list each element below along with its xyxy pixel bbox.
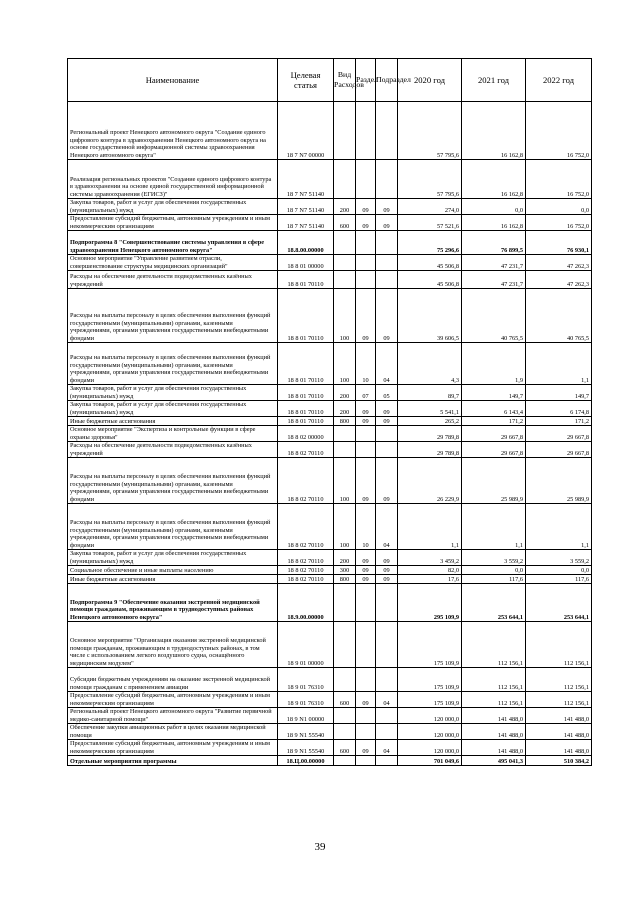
row-subsection: 09 [376, 566, 398, 575]
row-subsection: 09 [376, 401, 398, 417]
row-2022: 149,7 [526, 385, 592, 401]
row-2022: 16 752,0 [526, 215, 592, 231]
row-target: 18.8.00.00000 [278, 231, 334, 255]
row-section: 09 [356, 692, 376, 708]
row-subsection: 09 [376, 550, 398, 566]
table-row [68, 255, 592, 271]
row-2020: 274,0 [398, 199, 462, 215]
row-name: Расходы на обеспечение деятельности подведомственных казённых учреждений [68, 442, 278, 458]
row-section: 10 [356, 504, 376, 550]
row-target: 18 7 N7 51140 [278, 160, 334, 199]
row-expense-type: 800 [334, 575, 356, 584]
row-expense-type [334, 708, 356, 724]
row-subsection [376, 160, 398, 199]
row-2020: 57 795,6 [398, 102, 462, 160]
row-2021: 117,6 [462, 575, 526, 584]
row-name: Подпрограмма 8 "Совершенствование системы управления в сфере здравоохранения Ненецкого автономного округа" [68, 231, 278, 255]
row-subsection [376, 668, 398, 692]
row-2021: 29 667,8 [462, 426, 526, 442]
row-subsection [376, 255, 398, 271]
row-2021: 1,1 [462, 504, 526, 550]
row-2020: 120 000,0 [398, 708, 462, 724]
row-name: Расходы на выплаты персоналу в целях обеспечения выполнения функций государственными (муниципальными) органами, казенными учреждениями, органами управления государственными внебюджетными фондами [68, 343, 278, 385]
row-name: Обеспечение закупки авиационных работ в целях оказания медицинской помощи [68, 724, 278, 740]
table-row [68, 504, 592, 550]
budget-table-container [67, 58, 591, 766]
row-2022: 141 488,0 [526, 740, 592, 756]
row-target: 18 8 01 00000 [278, 255, 334, 271]
row-expense-type [334, 724, 356, 740]
row-section [356, 442, 376, 458]
row-2021: 16 162,8 [462, 215, 526, 231]
table-row [68, 102, 592, 160]
row-name: Предоставление субсидий бюджетным, автономным учреждениям и иным некоммерческим организациям [68, 740, 278, 756]
row-subsection: 09 [376, 199, 398, 215]
row-2021: 47 231,7 [462, 271, 526, 289]
row-2021: 141 488,0 [462, 740, 526, 756]
row-name: Основное мероприятие "Экспертиза и контрольные функции в сфере охраны здоровья" [68, 426, 278, 442]
row-2021: 40 765,5 [462, 289, 526, 343]
header-expense-type: Вид Расходов [334, 59, 356, 102]
row-2021: 253 644,1 [462, 584, 526, 622]
table-row [68, 442, 592, 458]
row-2020: 120 000,0 [398, 740, 462, 756]
row-target: 18 8 02 70110 [278, 504, 334, 550]
row-2020: 29 789,8 [398, 426, 462, 442]
row-section [356, 102, 376, 160]
row-subsection [376, 442, 398, 458]
row-subsection: 09 [376, 575, 398, 584]
row-2021: 16 162,8 [462, 102, 526, 160]
row-target: 18 8 02 70110 [278, 575, 334, 584]
row-subsection [376, 426, 398, 442]
row-target: 18 7 N7 51140 [278, 199, 334, 215]
row-target: 18 9 N1 55540 [278, 724, 334, 740]
row-2021: 495 041,3 [462, 756, 526, 766]
row-2021: 16 162,8 [462, 160, 526, 199]
row-section: 09 [356, 401, 376, 417]
row-section [356, 231, 376, 255]
row-2022: 3 559,2 [526, 550, 592, 566]
table-row [68, 199, 592, 215]
table-row [68, 385, 592, 401]
row-expense-type [334, 426, 356, 442]
table-row [68, 724, 592, 740]
row-2022: 112 156,1 [526, 668, 592, 692]
row-name: Иные бюджетные ассигнования [68, 417, 278, 426]
row-2020: 17,6 [398, 575, 462, 584]
row-2022: 16 752,0 [526, 102, 592, 160]
row-subsection: 04 [376, 504, 398, 550]
row-target: 18 8 02 70110 [278, 442, 334, 458]
table-row [68, 668, 592, 692]
row-2022: 112 156,1 [526, 692, 592, 708]
table-row [68, 231, 592, 255]
page-number: 39 [314, 841, 326, 853]
row-expense-type [334, 756, 356, 766]
row-2021: 6 143,4 [462, 401, 526, 417]
row-subsection: 09 [376, 458, 398, 504]
row-section: 10 [356, 343, 376, 385]
row-2020: 29 789,8 [398, 442, 462, 458]
table-row [68, 160, 592, 199]
row-name: Региональный проект Ненецкого автономного округа "Развитие первичной медико-санитарной помощи" [68, 708, 278, 724]
table-row [68, 401, 592, 417]
row-section: 09 [356, 215, 376, 231]
row-2022: 253 644,1 [526, 584, 592, 622]
row-subsection [376, 271, 398, 289]
row-2020: 1,1 [398, 504, 462, 550]
row-target: 18 8 01 70110 [278, 417, 334, 426]
row-2020: 175 109,9 [398, 622, 462, 668]
header-2020: 2020 год [398, 59, 462, 102]
row-section [356, 724, 376, 740]
table-row [68, 740, 592, 756]
row-2020: 175 109,9 [398, 668, 462, 692]
row-2021: 112 156,1 [462, 668, 526, 692]
row-2020: 75 296,6 [398, 231, 462, 255]
row-2021: 171,2 [462, 417, 526, 426]
table-row [68, 215, 592, 231]
row-target: 18 9 N1 55540 [278, 740, 334, 756]
row-subsection [376, 231, 398, 255]
row-2021: 25 989,9 [462, 458, 526, 504]
row-name: Предоставление субсидий бюджетным, автономным учреждениям и иным некоммерческим организациям [68, 692, 278, 708]
row-name: Субсидии бюджетным учреждениям на оказание экстренной медицинской помощи гражданам с применением авиации [68, 668, 278, 692]
row-2021: 141 488,0 [462, 724, 526, 740]
row-2022: 510 384,2 [526, 756, 592, 766]
row-expense-type: 200 [334, 199, 356, 215]
row-target: 18 9 01 76310 [278, 692, 334, 708]
table-row [68, 271, 592, 289]
row-2021: 1,9 [462, 343, 526, 385]
row-section [356, 255, 376, 271]
row-target: 18 8 02 70110 [278, 566, 334, 575]
row-subsection: 09 [376, 417, 398, 426]
row-name: Расходы на выплаты персоналу в целях обеспечения выполнения функций государственными (муниципальными) органами, казенными учреждениями, органами управления государственными внебюджетными фондами [68, 504, 278, 550]
header-2021: 2021 год [462, 59, 526, 102]
table-header-row [68, 59, 592, 102]
row-2020: 5 541,1 [398, 401, 462, 417]
row-expense-type: 800 [334, 417, 356, 426]
row-name: Закупка товаров, работ и услуг для обеспечения государственных (муниципальных) нужд [68, 385, 278, 401]
row-2022: 1,1 [526, 343, 592, 385]
row-name: Закупка товаров, работ и услуг для обеспечения государственных (муниципальных) нужд [68, 199, 278, 215]
row-name: Социальное обеспечение и иные выплаты населению [68, 566, 278, 575]
row-2020: 82,0 [398, 566, 462, 575]
header-target: Целевая статья [278, 59, 334, 102]
row-name: Основное мероприятие "Управление развитием отрасли, совершенствование структуры медицинских организаций" [68, 255, 278, 271]
row-section [356, 756, 376, 766]
table-row [68, 458, 592, 504]
row-expense-type: 300 [334, 566, 356, 575]
table-row [68, 756, 592, 766]
row-section: 09 [356, 566, 376, 575]
row-section: 09 [356, 740, 376, 756]
row-2022: 47 262,3 [526, 271, 592, 289]
row-expense-type [334, 231, 356, 255]
row-section: 09 [356, 575, 376, 584]
row-target: 18.9.00.00000 [278, 584, 334, 622]
row-2020: 295 109,9 [398, 584, 462, 622]
header-subsection: Подраздел [376, 59, 398, 102]
row-expense-type [334, 622, 356, 668]
row-2022: 141 488,0 [526, 708, 592, 724]
row-section: 07 [356, 385, 376, 401]
row-2021: 0,0 [462, 566, 526, 575]
table-row [68, 575, 592, 584]
row-name: Отдельные мероприятия программы [68, 756, 278, 766]
row-expense-type [334, 584, 356, 622]
table-row [68, 289, 592, 343]
row-2020: 39 606,5 [398, 289, 462, 343]
row-2020: 265,2 [398, 417, 462, 426]
row-name: Закупка товаров, работ и услуг для обеспечения государственных (муниципальных) нужд [68, 401, 278, 417]
row-2020: 45 506,8 [398, 255, 462, 271]
row-2020: 26 229,9 [398, 458, 462, 504]
row-expense-type [334, 442, 356, 458]
table-row [68, 708, 592, 724]
row-name: Реализация региональных проектов "Создание единого цифрового контура в здравоохранении на основе единой государственной информационной системы здравоохранения (ЕГИСЗ)" [68, 160, 278, 199]
row-expense-type: 200 [334, 550, 356, 566]
row-section: 09 [356, 550, 376, 566]
row-name: Региональный проект Ненецкого автономного округа "Создание единого цифрового контура в здравоохранении Ненецкого автономного округа на основе государственной информационной системы здравоохранения Ненецкого автономного округа" [68, 102, 278, 160]
row-subsection [376, 584, 398, 622]
row-subsection: 04 [376, 692, 398, 708]
row-2022: 117,6 [526, 575, 592, 584]
row-name: Подпрограмма 9 "Обеспечение оказания экстренной медицинской помощи гражданам, проживающим в труднодоступных районах Ненецкого автономного округа" [68, 584, 278, 622]
table-row [68, 622, 592, 668]
row-expense-type [334, 668, 356, 692]
row-expense-type [334, 255, 356, 271]
row-name: Основное мероприятие "Организация оказания экстренной медицинской помощи гражданам, проживающим в труднодоступных районах, в том числе с использованием легкого воздушного судна, оснащённого медицинским модулем" [68, 622, 278, 668]
row-target: 18 8 01 70110 [278, 271, 334, 289]
row-name: Предоставление субсидий бюджетным, автономным учреждениям и иным некоммерческим организациям [68, 215, 278, 231]
row-target: 18 8 01 70110 [278, 385, 334, 401]
row-section [356, 622, 376, 668]
row-2022: 112 156,1 [526, 622, 592, 668]
table-row [68, 584, 592, 622]
row-section [356, 668, 376, 692]
row-subsection [376, 622, 398, 668]
row-2021: 141 488,0 [462, 708, 526, 724]
row-2020: 175 109,9 [398, 692, 462, 708]
row-expense-type: 600 [334, 692, 356, 708]
row-subsection: 09 [376, 215, 398, 231]
row-target: 18 8 01 70110 [278, 289, 334, 343]
row-name: Расходы на выплаты персоналу в целях обеспечения выполнения функций государственными (муниципальными) органами, казенными учреждениями, органами управления государственными внебюджетными фондами [68, 289, 278, 343]
row-target: 18 8 02 70110 [278, 550, 334, 566]
row-target: 18 8 02 70110 [278, 458, 334, 504]
row-2022: 171,2 [526, 417, 592, 426]
row-section: 09 [356, 199, 376, 215]
row-expense-type: 100 [334, 343, 356, 385]
row-expense-type: 600 [334, 740, 356, 756]
row-section [356, 271, 376, 289]
row-2022: 47 262,3 [526, 255, 592, 271]
table-body [68, 102, 592, 766]
row-section [356, 584, 376, 622]
row-expense-type: 600 [334, 215, 356, 231]
row-2020: 89,7 [398, 385, 462, 401]
row-2022: 0,0 [526, 199, 592, 215]
header-name: Наименование [68, 59, 278, 102]
row-2021: 149,7 [462, 385, 526, 401]
row-2021: 76 899,5 [462, 231, 526, 255]
row-2020: 4,3 [398, 343, 462, 385]
row-2020: 45 506,8 [398, 271, 462, 289]
row-target: 18.Ц.00.00000 [278, 756, 334, 766]
row-2021: 112 156,1 [462, 622, 526, 668]
row-expense-type: 200 [334, 401, 356, 417]
row-section: 09 [356, 289, 376, 343]
row-2022: 6 174,8 [526, 401, 592, 417]
row-2021: 47 231,7 [462, 255, 526, 271]
row-section [356, 426, 376, 442]
row-expense-type [334, 160, 356, 199]
table-row [68, 343, 592, 385]
row-target: 18 7 N7 51140 [278, 215, 334, 231]
row-2022: 0,0 [526, 566, 592, 575]
row-target: 18 7 N7 00000 [278, 102, 334, 160]
row-2022: 16 752,0 [526, 160, 592, 199]
row-2022: 141 488,0 [526, 724, 592, 740]
row-section [356, 708, 376, 724]
row-expense-type: 200 [334, 385, 356, 401]
row-expense-type: 100 [334, 289, 356, 343]
row-expense-type: 100 [334, 504, 356, 550]
row-target: 18 8 02 00000 [278, 426, 334, 442]
row-2021: 0,0 [462, 199, 526, 215]
row-name: Закупка товаров, работ и услуг для обеспечения государственных (муниципальных) нужд [68, 550, 278, 566]
row-section: 09 [356, 458, 376, 504]
row-subsection: 05 [376, 385, 398, 401]
row-2022: 25 989,9 [526, 458, 592, 504]
header-section: Раздел [356, 59, 376, 102]
row-2020: 57 795,6 [398, 160, 462, 199]
row-2022: 29 667,8 [526, 426, 592, 442]
budget-table [67, 58, 592, 766]
row-2020: 57 521,6 [398, 215, 462, 231]
row-subsection [376, 756, 398, 766]
row-name: Расходы на обеспечение деятельности подведомственных казённых учреждений [68, 271, 278, 289]
row-expense-type: 100 [334, 458, 356, 504]
row-target: 18 8 01 70110 [278, 401, 334, 417]
table-row [68, 566, 592, 575]
row-2022: 29 667,8 [526, 442, 592, 458]
row-2022: 40 765,5 [526, 289, 592, 343]
row-target: 18 9 N1 00000 [278, 708, 334, 724]
row-section: 09 [356, 417, 376, 426]
row-2021: 3 559,2 [462, 550, 526, 566]
table-row [68, 426, 592, 442]
row-target: 18 8 01 70110 [278, 343, 334, 385]
row-2020: 120 000,0 [398, 724, 462, 740]
row-2020: 3 459,2 [398, 550, 462, 566]
table-row [68, 417, 592, 426]
row-subsection [376, 708, 398, 724]
row-2021: 29 667,8 [462, 442, 526, 458]
row-section [356, 160, 376, 199]
row-target: 18 9 01 76310 [278, 668, 334, 692]
row-name: Расходы на выплаты персоналу в целях обеспечения выполнения функций государственными (муниципальными) органами, казенными учреждениями, органами управления государственными внебюджетными фондами [68, 458, 278, 504]
header-2022: 2022 год [526, 59, 592, 102]
row-2021: 112 156,1 [462, 692, 526, 708]
row-subsection: 04 [376, 343, 398, 385]
table-row [68, 692, 592, 708]
table-row [68, 550, 592, 566]
row-subsection: 09 [376, 289, 398, 343]
row-subsection [376, 724, 398, 740]
row-subsection: 04 [376, 740, 398, 756]
row-expense-type [334, 271, 356, 289]
row-subsection [376, 102, 398, 160]
row-expense-type [334, 102, 356, 160]
row-2022: 76 930,1 [526, 231, 592, 255]
row-target: 18 9 01 00000 [278, 622, 334, 668]
row-2022: 1,1 [526, 504, 592, 550]
row-2020: 701 049,6 [398, 756, 462, 766]
row-name: Иные бюджетные ассигнования [68, 575, 278, 584]
